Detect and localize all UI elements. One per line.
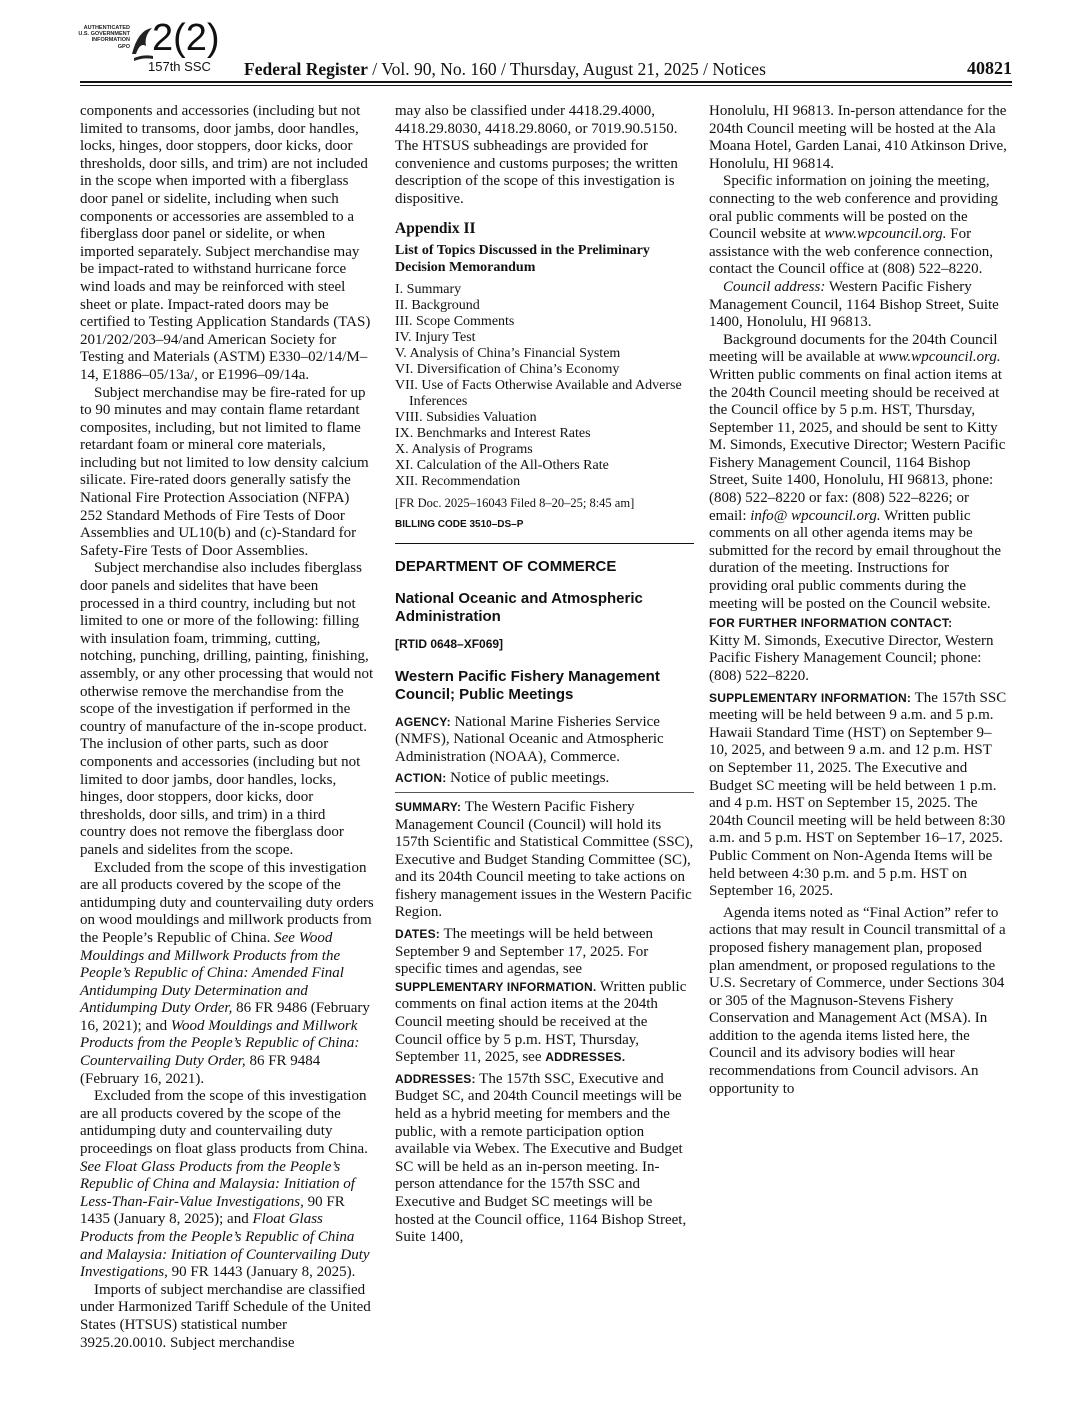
action-section: ACTION: Notice of public meetings. <box>395 770 610 787</box>
topics-list-heading: List of Topics Discussed in the Preliminary Decision Memorandum <box>395 243 650 275</box>
list-item: III. Scope Comments <box>395 314 515 330</box>
cross-reference: SUPPLEMENTARY INFORMATION. <box>395 979 597 994</box>
citation: See Float Glass Products from the People’s Republic of China and Malaysia: Initiation of Less-Than-Fair-Value Investigations, <box>80 1158 355 1210</box>
document-title: Western Pacific Fishery Management Council; Public Meetings <box>395 667 660 703</box>
section-label: SUMMARY: <box>395 799 462 814</box>
email-link: info@ wpcouncil.org. <box>750 507 881 524</box>
list-item: VI. Diversification of China’s Economy <box>395 362 620 378</box>
list-item: VIII. Subsidies Valuation <box>395 410 537 426</box>
paragraph: may also be classified under 4418.29.4000, 4418.29.8030, 4418.29.8060, or 7019.90.5150. The HTSUS subheadings are provided for convenience and customs purposes; the written description of the scope of this investigation is dispositive. <box>395 103 678 207</box>
council-address-label: Council address: <box>723 278 826 295</box>
fr-doc-line: [FR Doc. 2025–16043 Filed 8–20–25; 8:45 am] <box>395 496 635 511</box>
list-item: XII. Recommendation <box>395 474 521 490</box>
paragraph: Excluded from the scope of this investigation are all products covered by the scope of the antidumping duty and countervailing duty proceedings on float glass products from China. See Float Glass Products from the People’s Republic of China and Malaysia: Initiation of Less-Than-Fair-Value Investigations, 90 FR 1435 (January 8, 2025); and Float Glass Products from the People’s Republic of China and Malaysia: Initiation of Countervailing Duty Investigations, 90 FR 1443 (January 8, 2025). <box>80 1088 370 1281</box>
running-head <box>244 59 766 80</box>
issue-info: / Vol. 90, No. 160 / Thursday, August 21, 2025 / Notices <box>367 59 766 79</box>
paragraph: Subject merchandise also includes fiberglass door panels and sidelites that have been processed in a third country, including but not limited to one or more of the following: filling with insulation foam, trimming, cutting, notching, punching, drilling, painting, finishing, assembly, or any other processing that would not otherwise remove the merchandise from the scope of the investigation if performed in the country of manufacture of the in-scope product. The inclusion of other parts, such as door components and accessories (including but not limited to door jambs, door handles, locks, hinges, door stoppers, door kicks, door thresholds, door sills, and trim) in a third country does not remove the fiberglass door panels and sidelites from the scope. <box>80 560 374 858</box>
section-divider <box>395 543 694 544</box>
topics-list <box>395 282 694 490</box>
list-item: I. Summary <box>395 282 462 298</box>
header-rule-thin <box>80 85 1012 86</box>
list-item: V. Analysis of China’s Financial System <box>395 346 621 362</box>
paragraph: Subject merchandise may be fire-rated for up to 90 minutes and may contain flame retardant composites, including, but not limited to flame retardant foam or mineral core materials, including but not limited to low density calcium silicate. Fire-rated doors generally satisfy the National Fire Protection Association (NFPA) 252 Standard Methods of Fire Tests of Door Assemblies and UL10(b) and (c)-Standard for Safety-Fire Tests of Door Assemblies. <box>80 384 369 559</box>
page-number: 40821 <box>967 58 1012 78</box>
list-item: IX. Benchmarks and Interest Rates <box>395 426 591 442</box>
dates-section: DATES: The meetings will be held between September 9 and September 17, 2025. For specific times and agendas, see SUPPLEMENTARY INFORMATION. Written public comments on final action items at the 204th Council meeting should be received at the Council office by 5 p.m. HST, Thursday, September 11, 2025, see ADDRESSES. <box>395 926 687 1066</box>
agency-heading: National Oceanic and Atmospheric Administration <box>395 589 643 625</box>
section-label: AGENCY: <box>395 714 451 729</box>
header-rule <box>80 81 1012 83</box>
paragraph: Honolulu, HI 96813. In-person attendance for the 204th Council meeting will be hosted at the Ala Moana Hotel, Garden Lanai, 410 Atkinson Drive, Honolulu, HI 96814. <box>709 103 1007 172</box>
paragraph: Imports of subject merchandise are classified under Harmonized Tariff Schedule of the United States (HTSUS) statistical number 3925.20.0010. Subject merchandise <box>80 1281 371 1351</box>
paragraph: Council address: Western Pacific Fishery Management Council, 1164 Bishop Street, Suite 1400, Honolulu, HI 96813. <box>709 278 999 331</box>
paragraph: Background documents for the 204th Council meeting will be available at www.wpcouncil.org. Written public comments on final action items at the 204th Council meeting should be received at the Council office by 5 p.m. HST, Thursday, September 11, 2025, and should be sent to Kitty M. Simonds, Executive Director; Western Pacific Fishery Management Council, 1164 Bishop Street, Suite 1400, Honolulu, HI 96813, phone: (808) 522–8220 or fax: (808) 522–8226; or email: info@ wpcouncil.org. Written public comments on all other agenda items may be submitted for the record by email throughout the duration of the meeting. Instructions for providing oral public comments during the meeting will be posted on the Council website. <box>709 331 1006 612</box>
section-label: FOR FURTHER INFORMATION CONTACT: <box>709 616 953 631</box>
website-link: www.wpcouncil.org. <box>824 226 947 243</box>
contact-section: FOR FURTHER INFORMATION CONTACT: Kitty M. Simonds, Executive Director, Western Pacific Fishery Management Council; phone: (808) 522–8220. <box>709 616 994 684</box>
appendix-heading: Appendix II <box>395 219 476 237</box>
citation: Wood Mouldings and Millwork Products from the People’s Republic of China: Countervailing Duty Order, <box>80 1017 360 1070</box>
section-label: DATES: <box>395 927 440 942</box>
citation: Float Glass Products from the People’s Republic of China and Malaysia: Initiation of Countervailing Duty Investigations, <box>80 1211 370 1281</box>
list-item: II. Background <box>395 298 480 314</box>
column-2 <box>395 103 694 1251</box>
citation: See Wood Mouldings and Millwork Products from the People’s Republic of China: Amended Final Antidumping Duty Determination and Antidumping Duty Order, <box>80 929 344 1017</box>
department-heading: DEPARTMENT OF COMMERCE <box>395 558 617 576</box>
column-3 <box>709 103 1009 1098</box>
rtid-number: [RTID 0648–XF069] <box>395 636 504 651</box>
stamp-caption: 157th SSC <box>148 59 211 74</box>
supplementary-section: SUPPLEMENTARY INFORMATION: The 157th SSC meeting will be held between 9 a.m. and 5 p.m. Hawaii Standard Time (HST) on September 9–10, 2025, and between 9 a.m. and 12 p.m. HST on September 11, 2025. The Executive and Budget SC meeting will be held between 1 p.m. and 4 p.m. HST on September 15, 2025. The 204th Council meeting will be held between 8:30 a.m. and 5 p.m. HST on September 16–17, 2025. Public Comment on Non-Agenda Items will be held between 4:30 p.m. and 5 p.m. HST on September 16, 2025. <box>709 689 1007 900</box>
billing-code: BILLING CODE 3510–DS–P <box>395 518 524 530</box>
page-header <box>66 18 1012 92</box>
section-label: SUPPLEMENTARY INFORMATION: <box>709 690 912 705</box>
addresses-section: ADDRESSES: The 157th SSC, Executive and Budget SC, and 204th Council meetings will be held as a hybrid meeting for members and the public, with a remote participation option available via Webex. The Executive and Budget SC will be held as an in-person meeting. In-person attendance for the 157th SSC and Executive and Budget SC meetings will be hosted at the Council office, 1164 Bishop Street, Suite 1400, <box>395 1070 687 1246</box>
gpo-authentication-text: AUTHENTICATED U.S. GOVERNMENT INFORMATION GPO <box>78 25 130 50</box>
handwritten-stamp: 2(2) <box>152 17 220 59</box>
section-label: ACTION: <box>395 771 447 786</box>
paragraph: Excluded from the scope of this investigation are all products covered by the scope of the antidumping duty and countervailing duty orders on wood mouldings and millwork products from the People’s Republic of China. See Wood Mouldings and Millwork Products from the People’s Republic of China: Amended Final Antidumping Duty Determination and Antidumping Duty Order, 86 FR 9486 (February 16, 2021); and Wood Mouldings and Millwork Products from the People’s Republic of China: Countervailing Duty Order, 86 FR 9484 (February 16, 2021). <box>80 859 374 1087</box>
website-link: www.wpcouncil.org. <box>878 349 1001 366</box>
publication-name: Federal Register <box>244 59 368 79</box>
list-item: VII. Use of Facts Otherwise Available and Adverse Inferences <box>395 378 682 410</box>
agency-section: AGENCY: National Marine Fisheries Service (NMFS), National Oceanic and Atmospheric Administration (NOAA), Commerce. <box>395 713 664 765</box>
list-item: X. Analysis of Programs <box>395 442 533 458</box>
section-divider <box>395 792 694 793</box>
list-item: IV. Injury Test <box>395 330 476 346</box>
cross-reference: ADDRESSES. <box>545 1050 626 1065</box>
column-1 <box>80 103 374 1352</box>
list-item: XI. Calculation of the All-Others Rate <box>395 458 609 474</box>
paragraph: Agenda items noted as “Final Action” refer to actions that may result in Council transmittal of a proposed fishery management plan, proposed plan amendment, or proposed regulations to the U.S. Secretary of Commerce, under Sections 304 or 305 of the Magnuson-Stevens Fishery Conservation and Management Act (MSA). In addition to the agenda items listed here, the Council and its advisory bodies will hear recommendations from Council advisors. An opportunity to <box>709 904 1006 1097</box>
paragraph: Specific information on joining the meeting, connecting to the web conference and providing oral public comments will be posted on the Council website at www.wpcouncil.org. For assistance with the web conference connection, contact the Council office at (808) 522–8220. <box>709 173 999 278</box>
summary-section: SUMMARY: The Western Pacific Fishery Management Council (Council) will hold its 157th Scientific and Statistical Committee (SSC), Executive and Budget Standing Committee (SC), and its 204th Council meeting to take actions on fishery management issues in the Western Pacific Region. <box>395 798 694 921</box>
paragraph: components and accessories (including but not limited to transoms, door jambs, door handles, locks, hinges, door stoppers, door kicks, door thresholds, door sills, and trim) are not included in the scope when imported with a fiberglass door panel or sidelite, including when such components or accessories are assembled to a fiberglass door panel or sidelite, or when imported separately. Subject merchandise may be impact-rated to withstand hurricane force wind loads and may be reinforced with steel sheet or plate. Impact-rated doors may be certified to Testing Application Standards (TAS) 201/202/203–94/and American Society for Testing and Materials (ASTM) E330–02/14/M–14, E1886–05/13a/, or E1996–09/14a. <box>80 103 371 383</box>
section-label: ADDRESSES: <box>395 1071 476 1086</box>
